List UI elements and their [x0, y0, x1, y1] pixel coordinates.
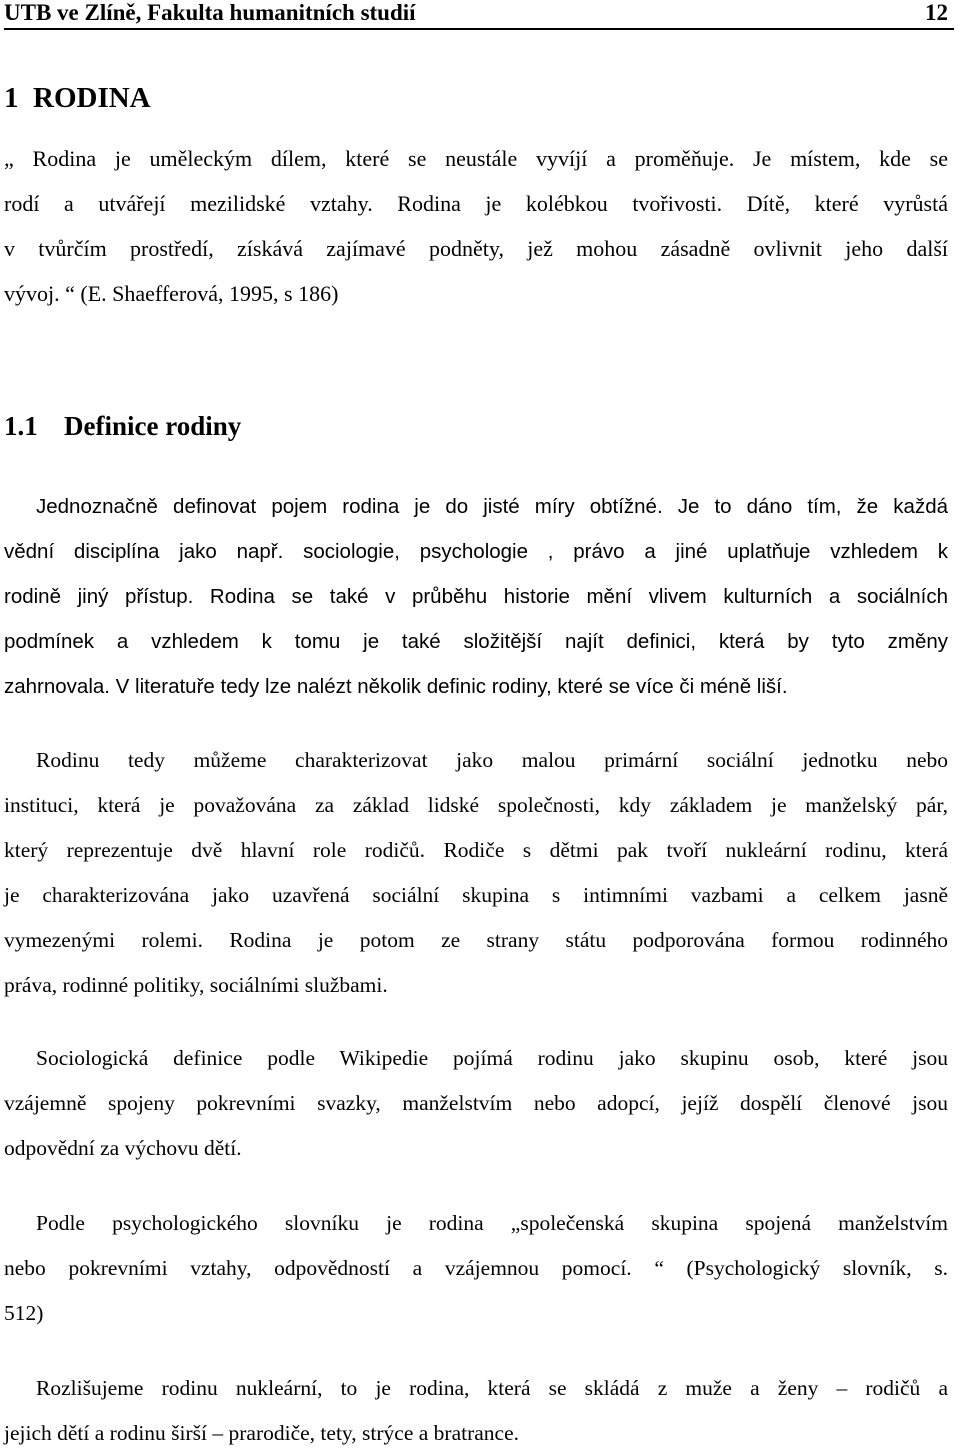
section-title: Definice rodiny — [64, 411, 242, 441]
chapter-number: 1 — [4, 82, 19, 114]
chapter-heading — [4, 80, 151, 116]
paragraph-line: práva, rodinné politiky, sociálními službami. — [4, 973, 388, 997]
paragraph-line: je charakterizována jako uzavřená sociální skupina s intimními vazbami a celkem jasně — [4, 883, 948, 907]
paragraph-line: Rozlišujeme rodinu nukleární, to je rodina, která se skládá z muže a ženy – rodičů a — [36, 1376, 948, 1400]
paragraph-line: instituci, která je považována za základ lidské společnosti, kdy základem je manželský pár, — [4, 793, 948, 817]
paragraph-line: jejich dětí a rodinu širší – prarodiče, tety, strýce a bratrance. — [4, 1421, 519, 1445]
paragraph-line: rodině jiný přístup. Rodina se také v průběhu historie mění vlivem kulturních a sociálních — [4, 585, 948, 608]
quote-line: rodí a utvářejí mezilidské vztahy. Rodina je kolébkou tvořivosti. Dítě, které vyrůstá — [4, 191, 948, 216]
header-title: UTB ve Zlíně, Fakulta humanitních studií — [4, 0, 416, 25]
page-number: 12 — [925, 0, 948, 25]
section-heading — [4, 409, 241, 443]
paragraph-line: který reprezentuje dvě hlavní role rodičů. Rodiče s dětmi pak tvoří nukleární rodinu, která — [4, 838, 948, 862]
paragraph-sociological-definition — [4, 1036, 948, 1171]
paragraph-line: 512) — [4, 1301, 44, 1325]
paragraph-line: Podle psychologického slovníku je rodina „společenská skupina spojená manželstvím — [36, 1211, 948, 1235]
quote-line: vývoj. “ (E. Shaefferová, 1995, s 186) — [4, 281, 339, 306]
paragraph-family-characterization — [4, 738, 948, 1008]
paragraph-line: odpovědní za výchovu dětí. — [4, 1136, 242, 1160]
paragraph-line: vědní disciplína jako např. sociologie, psychologie , právo a jiné uplatňuje vzhledem k — [4, 540, 948, 563]
chapter-title: RODINA — [33, 82, 151, 114]
paragraph-definition-intro — [4, 484, 948, 709]
paragraph-line: vymezenými rolemi. Rodina je potom ze strany státu podporována formou rodinného — [4, 928, 948, 952]
quote-line: „ Rodina je uměleckým dílem, které se neustále vyvíjí a proměňuje. Je místem, kde se — [4, 146, 948, 171]
paragraph-line: podmínek a vzhledem k tomu je také složitější najít definici, která by tyto změny — [4, 630, 948, 653]
paragraph-line: Rodinu tedy můžeme charakterizovat jako malou primární sociální jednotku nebo — [36, 748, 948, 772]
paragraph-line: nebo pokrevními vztahy, odpovědností a vzájemnou pomocí. “ (Psychologický slovník, s. — [4, 1256, 948, 1280]
motto-quote — [4, 136, 948, 316]
quote-line: v tvůrčím prostředí, získává zajímavé podněty, jež mohou zásadně ovlivnit jeho další — [4, 236, 948, 261]
paragraph-line: zahrnovala. V literatuře tedy lze nalézt několik definic rodiny, které se více či méně liší. — [4, 675, 788, 698]
paragraph-line: Sociologická definice podle Wikipedie pojímá rodinu jako skupinu osob, které jsou — [36, 1046, 948, 1070]
paragraph-family-types — [4, 1366, 948, 1456]
paragraph-psychological-definition — [4, 1201, 948, 1336]
section-number: 1.1 — [4, 411, 38, 441]
paragraph-line: Jednoznačně definovat pojem rodina je do jisté míry obtížné. Je to dáno tím, že každá — [36, 495, 948, 518]
paragraph-line: vzájemně spojeny pokrevními svazky, manželstvím nebo adopcí, jejíž dospělí členové jsou — [4, 1091, 948, 1115]
running-header — [4, 0, 954, 30]
